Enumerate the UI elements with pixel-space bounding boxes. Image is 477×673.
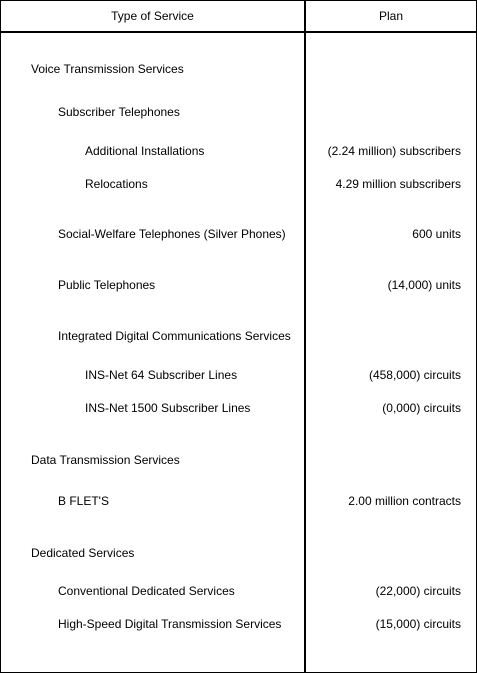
header-type-of-service: Type of Service	[111, 9, 194, 23]
plan-value: (2.24 million) subscribers	[327, 144, 461, 158]
table-header	[1, 1, 476, 33]
service-subcategory-label: B FLET'S	[58, 494, 109, 508]
plan-value: (15,000) circuits	[375, 617, 461, 631]
service-subcategory-label: Integrated Digital Communications Services	[58, 329, 291, 343]
service-item-label: INS-Net 64 Subscriber Lines	[85, 368, 238, 382]
table-row	[1, 365, 476, 385]
table-row	[1, 491, 476, 511]
service-subcategory-label: Conventional Dedicated Services	[58, 584, 235, 598]
table-row	[1, 174, 476, 194]
plan-value: 4.29 million subscribers	[335, 177, 461, 191]
table-row	[1, 59, 476, 79]
service-item-label: INS-Net 1500 Subscriber Lines	[85, 401, 251, 415]
service-subcategory-label: Social-Welfare Telephones (Silver Phones)	[58, 227, 286, 241]
table-row	[1, 543, 476, 563]
plan-value: (14,000) units	[387, 278, 461, 292]
plan-value: (458,000) circuits	[368, 368, 461, 382]
table-row	[1, 326, 476, 346]
plan-value: 600 units	[412, 227, 461, 241]
table-row	[1, 275, 476, 295]
service-category-label: Data Transmission Services	[31, 453, 180, 467]
table-row	[1, 450, 476, 470]
table-row	[1, 581, 476, 601]
table-row	[1, 398, 476, 418]
service-item-label: Relocations	[85, 177, 148, 191]
table-row	[1, 141, 476, 161]
table-row	[1, 102, 476, 122]
plan-value: (22,000) circuits	[375, 584, 461, 598]
plan-value: 2.00 million contracts	[348, 494, 461, 508]
service-subcategory-label: Public Telephones	[58, 278, 156, 292]
table-row	[1, 614, 476, 634]
header-plan: Plan	[378, 9, 404, 23]
service-subcategory-label: Subscriber Telephones	[58, 105, 180, 119]
table-row	[1, 224, 476, 244]
service-category-label: Dedicated Services	[31, 546, 135, 560]
plan-value: (0,000) circuits	[382, 401, 461, 415]
service-item-label: Additional Installations	[85, 144, 205, 158]
service-category-label: Voice Transmission Services	[31, 62, 184, 76]
service-subcategory-label: High-Speed Digital Transmission Services	[58, 617, 282, 631]
